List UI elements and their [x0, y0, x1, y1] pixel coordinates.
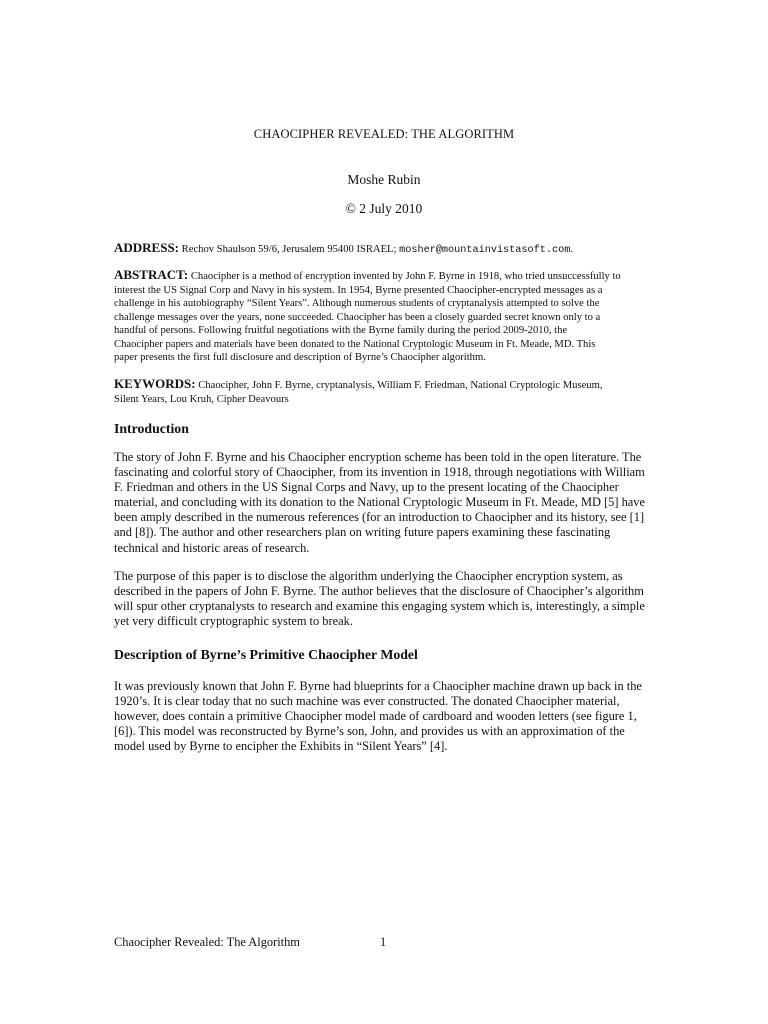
- footer-title: Chaocipher Revealed: The Algorithm: [114, 935, 300, 949]
- abstract-line: Chaocipher papers and materials have been donated to the National Cryptologic Museum in Ft. Meade, MD. This: [114, 338, 596, 350]
- paper-title: CHAOCIPHER REVEALED: THE ALGORITHM: [253, 127, 515, 141]
- paragraph-line: however, does contain a primitive Chaocipher model made of cardboard and wooden letters (see figure 1,: [114, 709, 637, 724]
- abstract-line: [114, 268, 659, 284]
- paragraph-line: It was previously known that John F. Byrne had blueprints for a Chaocipher machine drawn up back in the: [114, 679, 642, 693]
- address-label: ADDRESS:: [114, 240, 180, 255]
- paragraph-line: fascinating and colorful story of Chaocipher, from its invention in 1918, through negotiations with William: [114, 465, 645, 480]
- address-end: .: [570, 244, 573, 255]
- address-text: Rechov Shaulson 59/6, Jerusalem 95400 ISRAEL;: [181, 244, 400, 255]
- keywords-line-text: Chaocipher, John F. Byrne, cryptanalysis, William F. Friedman, National Cryptologic Museum,: [198, 380, 603, 391]
- section-heading-introduction: Introduction: [114, 421, 189, 436]
- page-number: 1: [380, 935, 387, 949]
- paragraph-line: The story of John F. Byrne and his Chaocipher encryption scheme has been told in the open literature. The: [114, 450, 642, 464]
- keywords-block: [114, 377, 659, 406]
- paragraph-line: F. Friedman and others in the US Signal Corps and Navy, up to the present locating of the Chaocipher: [114, 480, 619, 495]
- paragraph-line: described in the papers of John F. Byrne. The author believes that the disclosure of Chaocipher’s algorithm: [114, 584, 644, 599]
- abstract-line-text: Chaocipher is a method of encryption invented by John F. Byrne in 1918, who tried unsuccessfully to: [190, 271, 621, 282]
- paragraph-line: The purpose of this paper is to disclose the algorithm underlying the Chaocipher encryption system, as: [114, 569, 623, 583]
- abstract-line: interest the US Signal Corp and Navy in his system. In 1954, Byrne presented Chaocipher-encrypted messages as a: [114, 284, 603, 296]
- abstract-line: handful of persons. Following fruitful negotiations with the Byrne family during the period 2009-2010, the: [114, 325, 568, 336]
- paper-date: © 2 July 2010: [345, 201, 423, 216]
- intro-paragraph-1: [114, 450, 659, 556]
- keywords-line: [114, 377, 659, 393]
- email-link[interactable]: mosher@mountainvistasoft.com: [399, 245, 571, 256]
- paragraph-line: material, and concluding with its donation to the National Cryptologic Museum in Ft. Meade, MD [5] have: [114, 495, 645, 510]
- abstract-line: challenge in his autobiography “Silent Years”. Although numerous students of cryptanalysis attempted to solve the: [114, 298, 600, 309]
- abstract-label: ABSTRACT:: [114, 267, 189, 282]
- paragraph-line: will spur other cryptanalysts to research and examine this engaging system which is, interestingly, a simple: [114, 599, 645, 614]
- paragraph-line: and [8]). The author and other researchers plan on writing future papers examining these fascinating: [114, 525, 611, 540]
- abstract-block: [114, 268, 659, 365]
- paragraph-line: [6]). This model was reconstructed by Byrne’s son, John, and provides us with an approximation of the: [114, 724, 625, 739]
- keywords-label: KEYWORDS:: [114, 376, 196, 391]
- author-name: Moshe Rubin: [347, 172, 421, 187]
- address-block: [114, 241, 659, 258]
- keywords-line: Silent Years, Lou Kruh, Cipher Deavours: [114, 393, 289, 405]
- paragraph-line: been amply described in the numerous references (for an introduction to Chaocipher and its history, see [1]: [114, 510, 645, 525]
- description-paragraph-1: [114, 679, 659, 754]
- paragraph-line: 1920’s. It is clear today that no such machine was ever constructed. The donated Chaocipher material,: [114, 694, 620, 709]
- paragraph-line: yet very difficult cryptographic system to break.: [114, 614, 353, 629]
- section-heading-description: Description of Byrne’s Primitive Chaocipher Model: [114, 647, 418, 662]
- abstract-line: paper presents the first full disclosure and description of Byrne’s Chaocipher algorithm.: [114, 352, 486, 363]
- paragraph-line: model used by Byrne to encipher the Exhibits in “Silent Years” [4].: [114, 739, 448, 754]
- paragraph-line: technical and historic areas of research.: [114, 540, 310, 555]
- abstract-line: challenge messages over the years, none succeeded. Chaocipher has been a closely guarded secret known only to a: [114, 311, 601, 323]
- intro-paragraph-2: [114, 569, 659, 629]
